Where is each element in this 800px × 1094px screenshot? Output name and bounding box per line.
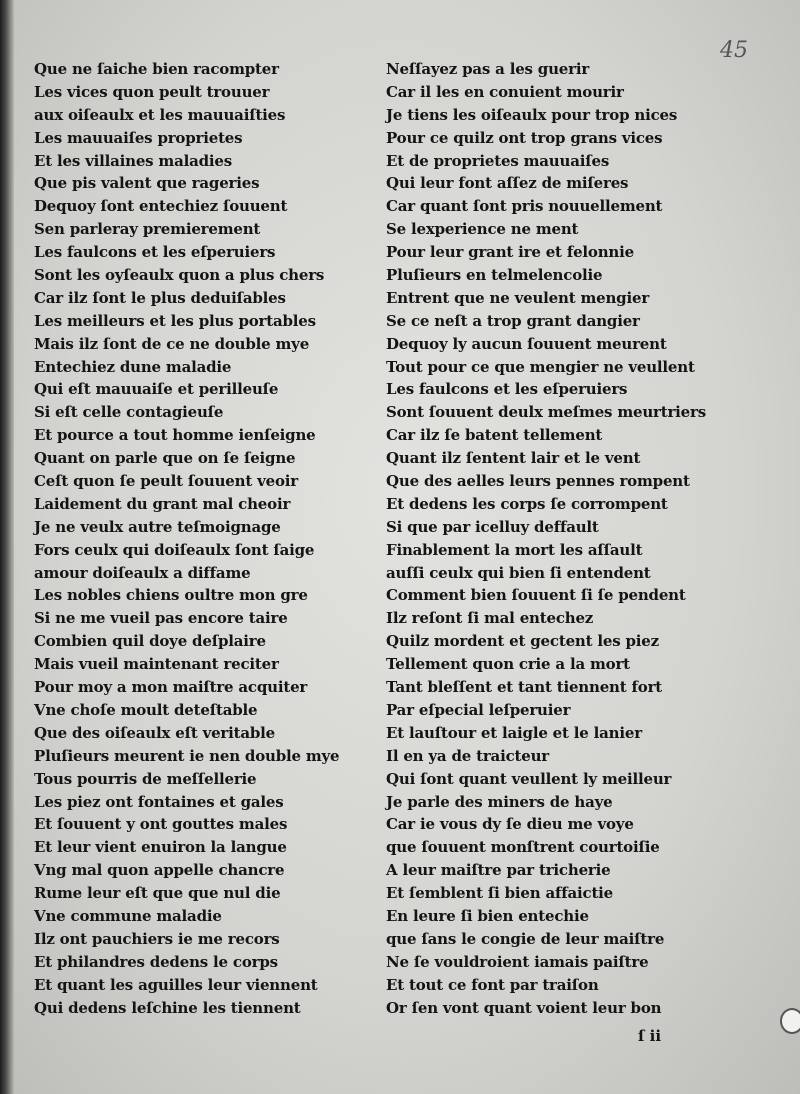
verse-line: que ſans le congie de leur maiſtre: [386, 929, 665, 948]
verse-line: Pluſieurs en telmelencolie: [386, 266, 603, 285]
verse-line: Combien quil doye deſplaire: [34, 632, 266, 651]
verse-line: Je ne veulx autre teſmoignage: [34, 517, 281, 536]
verse-line: Ilz reſont ſi mal entechez: [386, 609, 594, 628]
verse-line: Et tout ce font par traiſon: [386, 975, 599, 994]
verse-line: Je tiens les oiſeaulx pour trop nices: [386, 105, 678, 124]
verse-line: Les nobles chiens oultre mon gre: [34, 586, 308, 605]
verse-line: amour doiſeaulx a diffame: [34, 563, 251, 582]
folio-number: 45: [720, 38, 748, 63]
verse-line: Si que par icelluy deffault: [386, 517, 599, 536]
verse-line: Qui eſt mauuaiſe et perilleuſe: [34, 380, 279, 399]
verse-line: Il en ya de traicteur: [386, 746, 549, 765]
verse-line: Comment bien ſouuent ſi ſe pendent: [386, 586, 686, 605]
verse-line: Pluſieurs meurent ie nen double mye: [34, 746, 340, 765]
verse-line: Entrent que ne veulent mengier: [386, 288, 650, 307]
verse-line: Et lauſtour et laigle et le lanier: [386, 723, 642, 742]
verse-line: Et ſouuent y ont gouttes males: [34, 815, 288, 834]
verse-line: Tout pour ce que mengier ne veullent: [386, 357, 695, 376]
verse-line: Vng mal quon appelle chancre: [34, 861, 285, 880]
verse-line: Rume leur eſt que que nul die: [34, 884, 281, 903]
verse-line: Et quant les aguilles leur viennent: [34, 975, 318, 994]
verse-line: Or ſen vont quant voient leur bon: [386, 998, 662, 1017]
verse-line: Sont les oyſeaulx quon a plus chers: [34, 266, 325, 285]
verse-line: Mais vueil maintenant reciter: [34, 655, 279, 674]
verse-line: Fors ceulx qui doiſeaulx ſont ſaige: [34, 540, 315, 559]
verse-line: Dequoy ly aucun ſouuent meurent: [386, 334, 667, 353]
verse-line: Les faulcons et les eſperuiers: [386, 380, 628, 399]
verse-line: Les faulcons et les eſperuiers: [34, 243, 276, 262]
verse-line: Et pource a tout homme ienſeigne: [34, 426, 316, 445]
left-text-column: [34, 58, 374, 1019]
verse-line: Qui dedens leſchine les tiennent: [34, 998, 301, 1017]
verse-line: Et de proprietes mauuaiſes: [386, 151, 610, 170]
verse-line: Ceſt quon ſe peult ſouuent veoir: [34, 472, 298, 491]
verse-line: aux oiſeaulx et les mauuaiſties: [34, 105, 286, 124]
verse-line: Que des oiſeaulx eſt veritable: [34, 723, 276, 742]
verse-line: Sont ſouuent deulx meſmes meurtriers: [386, 403, 706, 422]
verse-line: Sen parleray premierement: [34, 220, 261, 239]
verse-line: Se lexperience ne ment: [386, 220, 579, 239]
verse-line: Quilz mordent et gectent les piez: [386, 632, 659, 651]
verse-line: En leure ſi bien entechie: [386, 906, 589, 925]
verse-line: Quant on parle que on ſe ſeigne: [34, 449, 296, 468]
verse-line: Car il les en conuient mourir: [386, 82, 624, 101]
verse-line: Laidement du grant mal cheoir: [34, 494, 291, 513]
verse-line: Car ie vous dy ſe dieu me voye: [386, 815, 634, 834]
verse-line: que ſouuent monſtrent courtoiſie: [386, 838, 660, 857]
verse-line: Par eſpecial leſperuier: [386, 700, 571, 719]
verse-line: Quant ilz ſentent lair et le vent: [386, 449, 641, 468]
verse-line: Et les villaines maladies: [34, 151, 233, 170]
verse-line: Que des aelles leurs pennes rompent: [386, 472, 690, 491]
verse-line: Pour moy a mon maiſtre acquiter: [34, 678, 308, 697]
verse-line: Tant bleſſent et tant tiennent fort: [386, 678, 663, 697]
verse-line: Tous pourris de meſſellerie: [34, 769, 257, 788]
verse-line: Vne choſe moult deteſtable: [34, 700, 258, 719]
verse-line: Je parle des miners de haye: [386, 792, 613, 811]
verse-line: Si eſt celle contagieuſe: [34, 403, 224, 422]
verse-line: auſſi ceulx qui bien ſi entendent: [386, 563, 651, 582]
verse-line: Que ne ſaiche bien racompter: [34, 60, 279, 78]
binding-gutter: [0, 0, 14, 1094]
verse-line: Entechiez dune maladie: [34, 357, 232, 376]
edge-stain: [780, 1008, 800, 1034]
right-text-column: [386, 58, 706, 1019]
verse-line: Finablement la mort les aſſault: [386, 540, 643, 559]
verse-line: Pour leur grant ire et felonnie: [386, 243, 634, 262]
verse-line: Neſſayez pas a les guerir: [386, 60, 590, 78]
verse-line: Si ne me vueil pas encore taire: [34, 609, 288, 628]
verse-line: Tellement quon crie a la mort: [386, 655, 630, 674]
verse-line: Les vices quon peult trouuer: [34, 82, 270, 101]
verse-line: Car ilz ſe batent tellement: [386, 426, 603, 445]
verse-line: Les piez ont fontaines et gales: [34, 792, 284, 811]
verse-line: Se ce neſt a trop grant dangier: [386, 311, 640, 330]
verse-line: Dequoy ſont entechiez ſouuent: [34, 197, 288, 216]
verse-line: Les meilleurs et les plus portables: [34, 311, 316, 330]
signature-mark: ſ ii: [638, 1027, 662, 1045]
verse-line: Car ilz ſont le plus deduiſables: [34, 288, 286, 307]
verse-line: Et philandres dedens le corps: [34, 952, 278, 971]
verse-line: A leur maiſtre par tricherie: [386, 861, 611, 880]
verse-line: Les mauuaiſes proprietes: [34, 128, 243, 147]
verse-line: Qui leur font aſſez de miſeres: [386, 174, 629, 193]
verse-line: Qui ſont quant veullent ly meilleur: [386, 769, 672, 788]
verse-line: Et ſemblent ſi bien affaictie: [386, 884, 614, 903]
verse-line: Pour ce quilz ont trop grans vices: [386, 128, 663, 147]
verse-line: Car quant ſont pris nouuellement: [386, 197, 663, 216]
verse-line: Ne ſe vouldroient iamais paiſtre: [386, 952, 649, 971]
verse-line: Vne commune maladie: [34, 906, 222, 925]
verse-line: Et dedens les corps ſe corrompent: [386, 494, 668, 513]
verse-line: Que pis valent que rageries: [34, 174, 260, 193]
verse-line: Et leur vient enuiron la langue: [34, 838, 287, 857]
verse-line: Ilz ont pauchiers ie me recors: [34, 929, 280, 948]
verse-line: Mais ilz ſont de ce ne double mye: [34, 334, 310, 353]
